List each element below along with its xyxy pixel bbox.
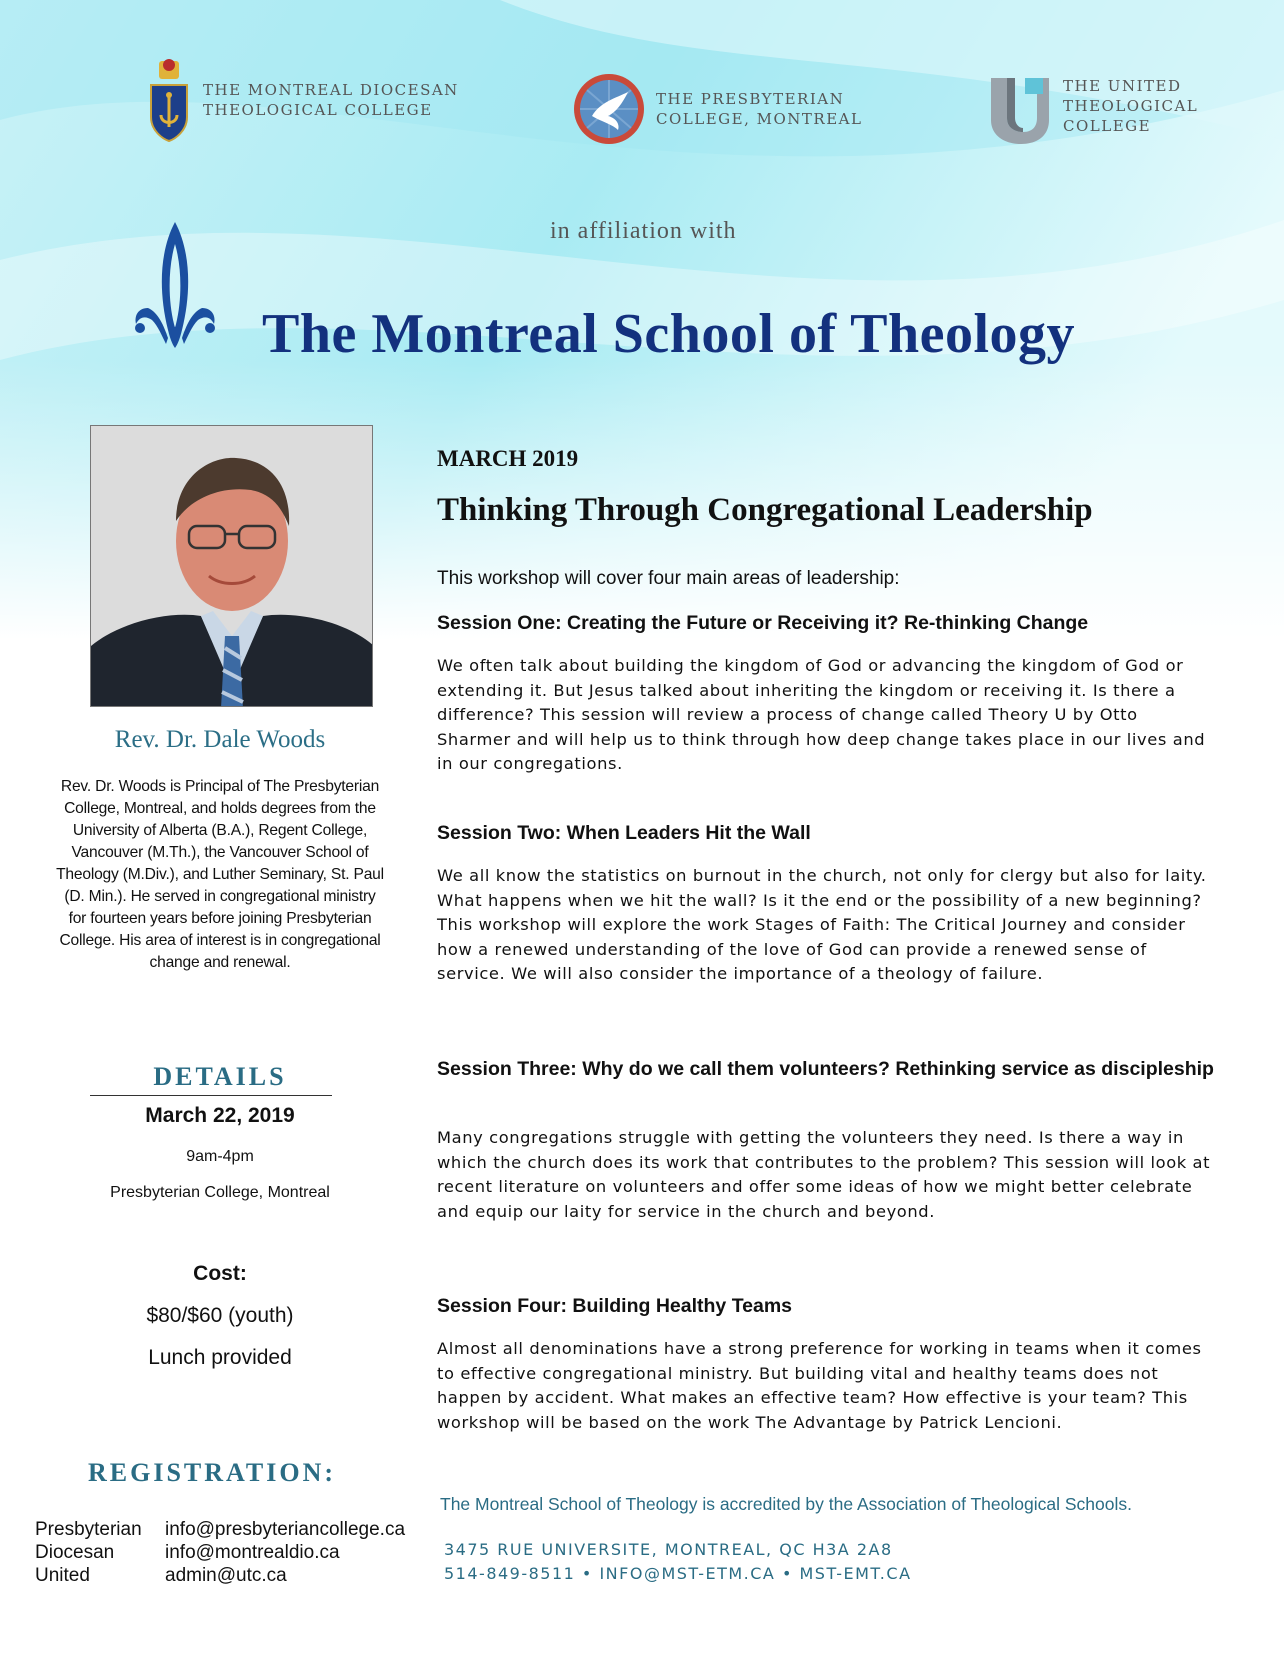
session-two-body: We all know the statistics on burnout in the church, not only for clergy but also for laity. What happens when we hit the wall? Is it the end or the possibility of a new beginning? This workshop will explore the work Stages of Faith: The Critical Journey and consider how a renewed understanding of the love of God can provide a renewed sense of service. We will also consider the importance of a theology of failure. — [437, 866, 1207, 983]
presbyterian-college-logo-block — [572, 72, 862, 146]
cost-value: $80/$60 (youth) — [146, 1304, 294, 1327]
session-two-title: Session Two: When Leaders Hit the Wall — [437, 822, 811, 844]
diocesan-college-name: THE MONTREAL DIOCESAN THEOLOGICAL COLLEGE — [203, 81, 459, 119]
united-u-logo-icon — [985, 74, 1055, 146]
session-three-body: Many congregations struggle with getting the volunteers they need. Is there a way in which the church does its work that contributes to the problem? This session will look at recent literature on volunteers and offer some ideas of how we might better celebrate and equip our laity for service in the church and beyond. — [437, 1128, 1211, 1221]
registration-college: United — [35, 1565, 90, 1586]
event-title: Thinking Through Congregational Leadership — [437, 492, 1093, 528]
event-month: MARCH 2019 — [437, 446, 579, 471]
details-heading: DETAILS — [153, 1062, 287, 1091]
address-line: 3475 RUE UNIVERSITE, MONTREAL, QC H3A 2A8 — [444, 1540, 893, 1559]
session-one-body: We often talk about building the kingdom of God or advancing the kingdom of God or extending it. But Jesus talked about inheriting the kingdom or receiving it. Is there a difference? This session will review a process of change called Theory U by Otto Sharmer and will help us to think through how deep change takes place in our lives and in our congregations. — [437, 656, 1206, 773]
registration-heading: REGISTRATION: — [88, 1458, 337, 1487]
session-one-title: Session One: Creating the Future or Receiving it? Re-thinking Change — [437, 612, 1089, 634]
diocesan-college-logo-block — [145, 55, 459, 145]
cost-label: Cost: — [193, 1262, 247, 1285]
diocesan-crest-icon — [145, 55, 193, 145]
lunch-note: Lunch provided — [148, 1346, 292, 1369]
registration-row — [35, 1564, 405, 1587]
registration-college: Diocesan — [35, 1542, 115, 1563]
school-title: The Montreal School of Theology — [262, 303, 1076, 365]
session-four-title: Session Four: Building Healthy Teams — [437, 1295, 793, 1317]
united-college-name: THE UNITED THEOLOGICAL COLLEGE — [1063, 77, 1199, 135]
contact-line: 514-849-8511 • INFO@MST-ETM.CA • MST-EMT.CA — [444, 1564, 912, 1583]
details-divider — [90, 1095, 332, 1096]
registration-email[interactable]: info@presbyteriancollege.ca — [165, 1519, 406, 1540]
event-time: 9am-4pm — [186, 1148, 254, 1165]
workshop-intro: This workshop will cover four main areas of leadership: — [437, 568, 900, 589]
dove-emblem-icon — [572, 72, 646, 146]
registration-row — [35, 1541, 405, 1564]
united-college-logo-block — [985, 74, 1198, 146]
fleur-de-lis-icon — [130, 220, 220, 360]
accreditation-note: The Montreal School of Theology is accredited by the Association of Theological Schools. — [440, 1494, 1132, 1514]
session-three-title: Session Three: Why do we call them volunteers? Rethinking service as discipleship — [437, 1058, 1214, 1080]
registration-row — [35, 1518, 405, 1541]
affiliation-text: in affiliation with — [550, 218, 737, 244]
speaker-name: Rev. Dr. Dale Woods — [114, 726, 326, 753]
presbyterian-college-name: THE PRESBYTERIAN COLLEGE, MONTREAL — [656, 90, 863, 128]
event-date: March 22, 2019 — [145, 1104, 295, 1127]
registration-email[interactable]: info@montrealdio.ca — [165, 1542, 340, 1563]
registration-email[interactable]: admin@utc.ca — [165, 1565, 287, 1586]
speaker-photo — [90, 425, 373, 707]
speaker-bio: Rev. Dr. Woods is Principal of The Presbyterian College, Montreal, and holds degrees from the University of Alberta (B.A.), Regent College, Vancouver (M.Th.), the Vancouver School of Theology (M.Div.), and Luther Seminary, St. Paul (D. Min.). He served in congregational ministry for fourteen years before joining Presbyterian College. His area of interest is in congregational change and renewal. — [56, 778, 384, 971]
registration-contacts — [35, 1518, 405, 1587]
registration-college: Presbyterian — [35, 1519, 142, 1540]
event-location: Presbyterian College, Montreal — [110, 1184, 330, 1201]
session-four-body: Almost all denominations have a strong preference for working in teams when it comes to effective congregational ministry. But building vital and healthy teams does not happen by accident. What makes an effective team? How effective is your team? This workshop will be based on the work The Advantage by Patrick Lencioni. — [437, 1339, 1202, 1432]
